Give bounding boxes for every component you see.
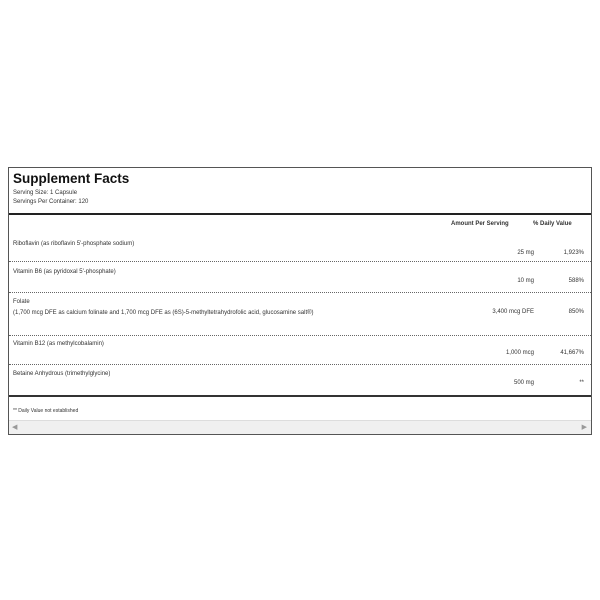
chevron-right-icon[interactable]: ▶	[581, 424, 587, 431]
nutrient-name: Riboflavin (as riboflavin 5'-phosphate sodium)	[13, 241, 135, 247]
nutrient-amount: 500 mg	[513, 380, 534, 386]
table-row	[9, 266, 591, 292]
nutrient-name: Vitamin B6 (as pyridoxal 5'-phosphate)	[13, 269, 116, 275]
table-row	[9, 296, 591, 336]
panel-title: Supplement Facts	[13, 171, 130, 186]
nutrient-subtext: (1,700 mcg DFE as calcium folinate and 1,700 mcg DFE as (6S)-5-methyltetrahydrofolic acid, glucosamine salt®)	[13, 310, 314, 316]
daily-value-column-header: % Daily Value	[533, 221, 572, 227]
nutrient-amount: 10 mg	[517, 278, 534, 284]
table-row	[9, 368, 591, 394]
table-bottom-rule	[9, 395, 591, 397]
horizontal-scrollbar[interactable]	[9, 420, 591, 434]
header-divider	[9, 213, 591, 215]
nutrient-daily-value: 41,667%	[560, 350, 584, 356]
nutrient-daily-value: 1,923%	[563, 250, 584, 256]
nutrient-name: Vitamin B12 (as methylcobalamin)	[13, 341, 104, 347]
nutrient-amount: 25 mg	[517, 250, 534, 256]
table-row	[9, 238, 591, 262]
nutrient-name: Betaine Anhydrous (trimethylglycine)	[13, 371, 111, 377]
servings-per-container: Servings Per Container: 120	[13, 199, 89, 205]
nutrient-name: Folate	[13, 299, 30, 305]
row-divider	[9, 335, 591, 336]
amount-column-header: Amount Per Serving	[451, 221, 509, 227]
row-divider	[9, 261, 591, 262]
supplement-facts-panel	[8, 167, 592, 435]
row-divider	[9, 364, 591, 365]
footnote: ** Daily Value not established	[13, 408, 79, 414]
nutrient-amount: 3,400 mcg DFE	[492, 309, 534, 315]
serving-size: Serving Size: 1 Capsule	[13, 190, 78, 196]
chevron-left-icon[interactable]: ◀	[12, 424, 18, 431]
row-divider	[9, 292, 591, 293]
table-row	[9, 338, 591, 363]
nutrient-amount: 1,000 mcg	[505, 350, 534, 356]
nutrient-daily-value: 850%	[568, 309, 584, 315]
nutrient-daily-value: 588%	[568, 278, 584, 284]
nutrient-daily-value: **	[579, 380, 584, 386]
serving-info	[13, 189, 88, 207]
